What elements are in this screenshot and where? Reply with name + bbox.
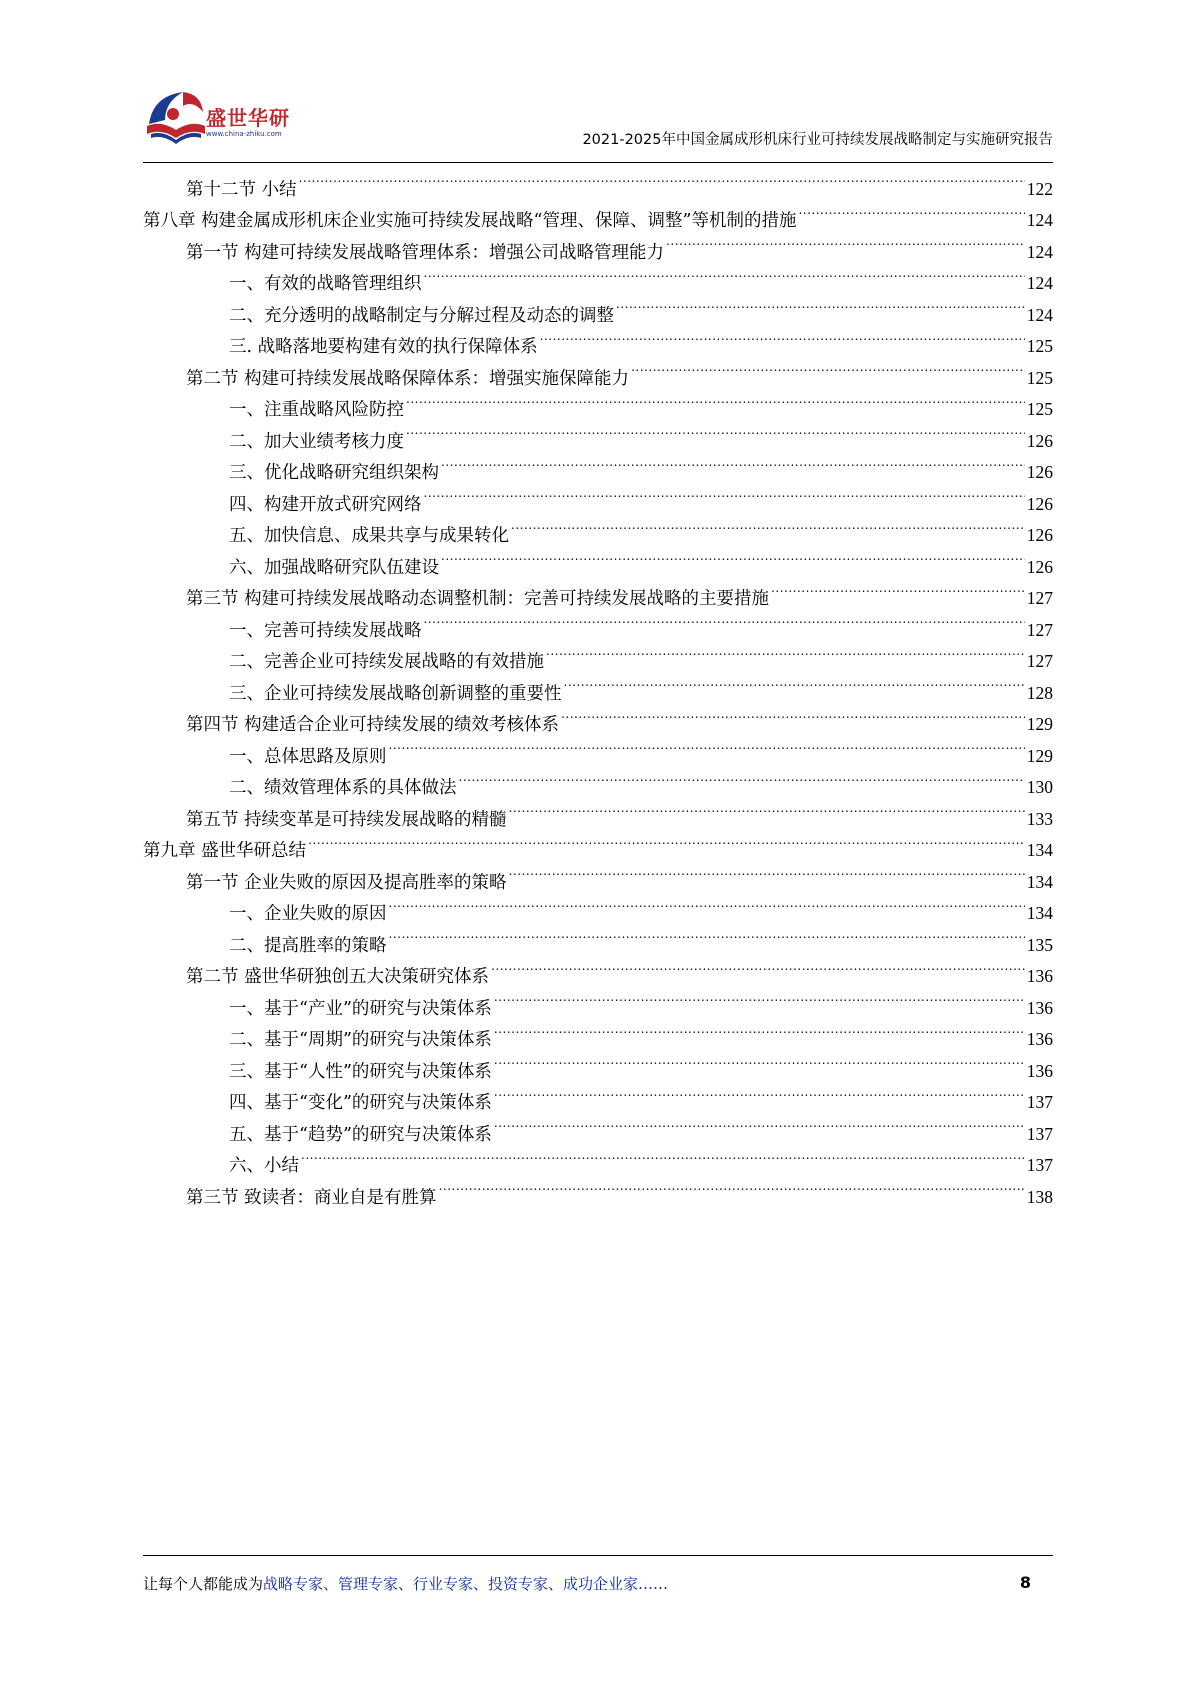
toc-entry-title: 第二节 构建可持续发展战略保障体系：增强实施保障能力 — [186, 368, 630, 389]
report-title: 2021-2025年中国金属成形机床行业可持续发展战略制定与实施研究报告 — [582, 132, 1053, 148]
toc-leader-dots — [511, 510, 1025, 542]
toc-leader-dots — [509, 793, 1025, 825]
toc-entry-page: 128 — [1026, 682, 1053, 703]
company-logo — [143, 84, 323, 148]
footer-slogan-prefix: 让每个人都能成为 — [143, 1575, 264, 1593]
toc-entry-page: 124 — [1026, 273, 1053, 293]
toc-leader-dots — [631, 352, 1025, 384]
toc-leader-dots — [564, 667, 1025, 699]
toc-entry-title: 二、加大业绩考核力度 — [229, 431, 404, 452]
toc-entry-page: 136 — [1026, 966, 1053, 986]
toc-entry-title: 第四节 构建适合企业可持续发展的绩效考核体系 — [186, 715, 560, 735]
toc-entry-page: 126 — [1026, 430, 1053, 451]
toc-entry-page: 127 — [1026, 651, 1053, 671]
toc-leader-dots — [389, 888, 1025, 920]
toc-entry-page: 124 — [1026, 241, 1053, 262]
toc-entry-title: 四、构建开放式研究网络 — [229, 494, 422, 515]
toc-entry-title: 第一节 企业失败的原因及提高胜率的策略 — [186, 872, 507, 893]
toc-entry-title: 第一节 构建可持续发展战略管理体系：增强公司战略管理能力 — [186, 242, 665, 263]
toc-entry-page: 124 — [1026, 210, 1053, 230]
toc-entry-page: 126 — [1026, 556, 1053, 577]
toc-entry-page: 126 — [1026, 462, 1053, 482]
toc-entry-title: 第九章 盛世华研总结 — [143, 841, 307, 861]
page-header — [143, 84, 1053, 148]
toc-leader-dots — [494, 1108, 1025, 1140]
toc-leader-dots — [491, 951, 1025, 983]
toc-entry-title: 第三节 致读者：商业自是有胜算 — [186, 1187, 437, 1208]
toc-leader-dots — [441, 541, 1025, 573]
page-number: 8 — [1019, 1573, 1031, 1592]
toc-leader-dots — [301, 1140, 1025, 1172]
toc-entry-title: 五、加快信息、成果共享与成果转化 — [229, 526, 509, 546]
toc-leader-dots — [308, 825, 1025, 857]
toc-leader-dots — [540, 321, 1025, 353]
toc-entry-title: 一、完善可持续发展战略 — [229, 620, 422, 641]
toc-entry-page: 137 — [1026, 1123, 1053, 1144]
toc-entry-title: 第三节 构建可持续发展战略动态调整机制：完善可持续发展战略的主要措施 — [186, 589, 770, 609]
toc-entry-title: 三、基于“人性”的研究与决策体系 — [229, 1061, 492, 1082]
toc-entry-title: 六、加强战略研究队伍建设 — [229, 557, 439, 578]
toc-entry-title: 第十二节 小结 — [186, 179, 297, 200]
toc-leader-dots — [406, 415, 1025, 447]
toc-entry-page: 126 — [1026, 525, 1053, 545]
toc-entry-page: 122 — [1026, 178, 1053, 199]
toc-entry-page: 125 — [1026, 367, 1053, 388]
toc-entry-title: 四、基于“变化”的研究与决策体系 — [229, 1093, 492, 1113]
toc-entry-title: 第八章 构建金属成形机床企业实施可持续发展战略“管理、保障、调整”等机制的措施 — [143, 211, 797, 231]
toc-entry-title: 六、小结 — [229, 1156, 299, 1176]
table-of-contents — [143, 163, 1053, 1208]
toc-entry-title: 一、企业失败的原因 — [229, 904, 387, 924]
toc-entry-page: 129 — [1026, 714, 1053, 734]
toc-leader-dots — [494, 1077, 1025, 1109]
toc-entry-title: 一、总体思路及原则 — [229, 746, 387, 767]
page-footer — [143, 1573, 1053, 1597]
toc-entry-title: 五、基于“趋势”的研究与决策体系 — [229, 1124, 492, 1145]
toc-entry-page: 133 — [1026, 808, 1053, 829]
toc-entry-page: 126 — [1026, 493, 1053, 514]
toc-entry-title: 三. 战略落地要构建有效的执行保障体系 — [229, 337, 538, 357]
toc-entry-page: 129 — [1026, 745, 1053, 766]
toc-leader-dots — [771, 573, 1025, 605]
toc-entry-page: 138 — [1026, 1186, 1053, 1207]
toc-leader-dots — [561, 699, 1025, 731]
toc-leader-dots — [439, 1171, 1025, 1203]
toc-entry-page: 125 — [1026, 399, 1053, 419]
logo-text: 盛世华研 — [206, 106, 290, 130]
toc-entry-page: 137 — [1026, 1155, 1053, 1175]
toc-entry-title: 一、注重战略风险防控 — [229, 400, 404, 420]
toc-leader-dots — [494, 982, 1025, 1014]
toc-entry-page: 135 — [1026, 934, 1053, 955]
toc-entry-page: 124 — [1026, 304, 1053, 325]
toc-leader-dots — [459, 762, 1025, 794]
toc-entry-page: 130 — [1026, 777, 1053, 797]
toc-entry-title: 一、基于“产业”的研究与决策体系 — [229, 998, 492, 1019]
toc-leader-dots — [424, 478, 1025, 510]
toc-entry-page: 136 — [1026, 1029, 1053, 1049]
logo-url: www.china-zhiku.com — [206, 130, 282, 138]
toc-entry-title: 二、基于“周期”的研究与决策体系 — [229, 1030, 492, 1050]
toc-leader-dots — [299, 163, 1025, 195]
toc-entry-page: 125 — [1026, 336, 1053, 356]
toc-entry-title: 二、提高胜率的策略 — [229, 935, 387, 956]
toc-entry-page: 136 — [1026, 997, 1053, 1018]
toc-leader-dots — [616, 289, 1025, 321]
toc-leader-dots — [494, 1045, 1025, 1077]
toc-leader-dots — [546, 636, 1025, 668]
toc-entry-page: 134 — [1026, 871, 1053, 892]
toc-entry-title: 二、完善企业可持续发展战略的有效措施 — [229, 652, 544, 672]
toc-entry-title: 二、充分透明的战略制定与分解过程及动态的调整 — [229, 305, 614, 326]
toc-leader-dots — [509, 856, 1025, 888]
toc-entry-page: 136 — [1026, 1060, 1053, 1081]
toc-entry[interactable] — [143, 163, 1053, 200]
toc-entry-page: 137 — [1026, 1092, 1053, 1112]
toc-entry-page: 127 — [1026, 588, 1053, 608]
toc-leader-dots — [406, 384, 1025, 416]
toc-entry-title: 第二节 盛世华研独创五大决策研究体系 — [186, 967, 490, 987]
toc-entry-title: 第五节 持续变革是可持续发展战略的精髓 — [186, 809, 507, 830]
toc-leader-dots — [389, 919, 1025, 951]
footer-divider — [143, 1555, 1053, 1556]
logo-book-icon — [143, 84, 209, 148]
toc-entry-title: 三、企业可持续发展战略创新调整的重要性 — [229, 683, 562, 704]
toc-leader-dots — [666, 226, 1025, 258]
toc-leader-dots — [424, 258, 1025, 290]
toc-entry-title: 二、绩效管理体系的具体做法 — [229, 778, 457, 798]
toc-entry-page: 127 — [1026, 619, 1053, 640]
toc-entry-title: 一、有效的战略管理组织 — [229, 274, 422, 294]
footer-slogan-highlight: 战略专家、管理专家、行业专家、投资专家、成功企业家…… — [263, 1575, 669, 1593]
toc-entry-page: 134 — [1026, 903, 1053, 923]
toc-leader-dots — [494, 1014, 1025, 1046]
toc-leader-dots — [389, 730, 1025, 762]
toc-leader-dots — [441, 447, 1025, 479]
toc-entry-title: 三、优化战略研究组织架构 — [229, 463, 439, 483]
toc-entry-page: 134 — [1026, 840, 1053, 860]
toc-leader-dots — [424, 604, 1025, 636]
toc-leader-dots — [798, 195, 1024, 227]
